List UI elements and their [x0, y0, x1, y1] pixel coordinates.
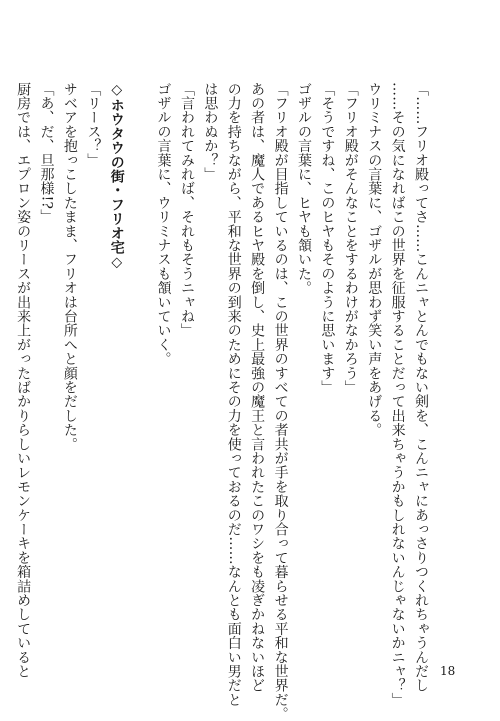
- text-line: 厨房では、エプロン姿のリースが出来上がったばかりらしいレモンケーキを箱詰めしていると: [15, 82, 32, 679]
- vertical-text-body: [11, 82, 432, 721]
- page-number: 18: [440, 664, 456, 678]
- text-line: は思わぬか？」: [202, 82, 219, 182]
- text-line: サベアを抱っこしたまま、フリオは台所へと顔をだした。: [61, 82, 78, 452]
- text-line: 「リース？」: [85, 82, 102, 168]
- text-line: 「言われてみれば、それもそうニャね」: [178, 82, 195, 338]
- text-line: ゴザルの言葉に、ヒヤも頷いた。: [295, 82, 312, 295]
- blank-line: [128, 82, 151, 657]
- text-line: 「そうですね、このヒヤもそのように思います」: [319, 82, 336, 395]
- text-line: 「フリオ殿がそんなことをするわけがなかろう」: [342, 82, 359, 395]
- text-line: 「あ、だ、旦那様!?」: [38, 82, 55, 224]
- text-line: の力を持ちながら、平和な世界の到来のためにその力を使っておるのだ……なんとも面白い男だと: [225, 82, 242, 707]
- text-line: ゴザルの言葉に、ウリミナスも頷いていく。: [155, 82, 172, 366]
- text-line: 「フリオ殿が目指しているのは、この世界のすべての者共が手を取り合って暮らせる平和な世界だ。: [272, 82, 289, 721]
- scene-heading: ◇ホウタウの街・フリオ宅◇: [108, 82, 125, 271]
- text-line: ……その気になればこの世界を征服することだって出来ちゃうかもしれないんじゃないかニャ？」: [389, 82, 406, 707]
- text-line: あの者は、魔人であるヒヤ殿を倒し、史上最強の魔王と言われたこのワシをも凌ぎかねないほど: [249, 82, 266, 693]
- text-line: 「……フリオ殿ってさ……こんニャとんでもない剣を、こんニャにあっさりつくれちゃうんだし: [413, 82, 429, 693]
- text-line: ウリミナスの言葉に、ゴザルが思わず笑い声をあげる。: [366, 82, 383, 437]
